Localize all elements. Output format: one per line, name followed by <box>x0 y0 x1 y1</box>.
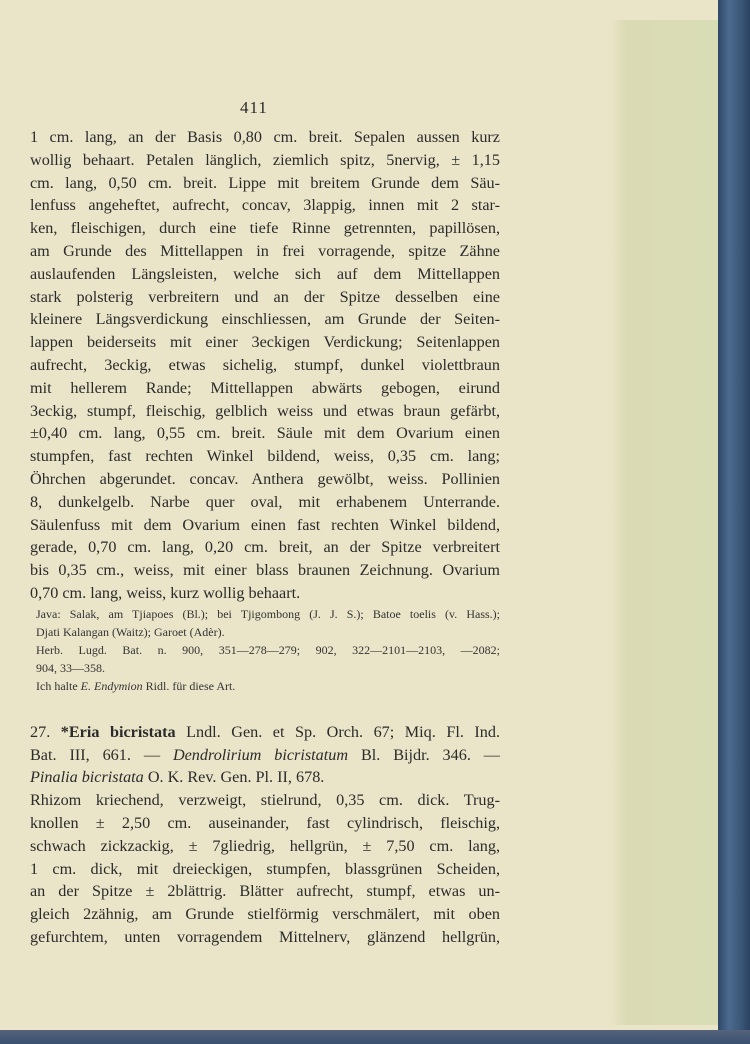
body-line: bis 0,35 cm., weiss, mit einer blass braunen Zeichnung. Ovarium <box>30 561 500 580</box>
body-line: Öhrchen abgerundet. concav. Anthera gewölbt, weiss. Pollinien <box>30 469 500 488</box>
identity-note-species: E. Endymion <box>80 678 143 693</box>
body-line: 3eckig, stumpf, fleischig, gelblich weiss und etwas braun gefärbt, <box>30 401 500 420</box>
locality-note: Java: Salak, am Tjiapoes (Bl.); bei Tjigombong (J. J. S.); Batoe toelis (v. Hass.); <box>36 606 500 621</box>
body-line: mit hellerem Rande; Mittellappen abwärts gebogen, eirund <box>30 378 500 397</box>
description-line: Rhizom kriechend, verzweigt, stielrund, 0,35 cm. dick. Trug- <box>30 791 500 810</box>
description-line: knollen ± 2,50 cm. auseinander, fast cylindrisch, fleischig, <box>30 813 500 832</box>
description-line: schwach zickzackig, ± 7gliedrig, hellgrün, ± 7,50 cm. lang, <box>30 836 500 855</box>
body-line: 0,70 cm. lang, weiss, kurz wollig behaart. <box>30 583 301 602</box>
body-line: ken, fleischigen, durch eine tiefe Rinne getrennten, papillösen, <box>30 219 500 238</box>
body-line: 8, dunkelgelb. Narbe quer oval, mit erhabenem Unterrande. <box>30 492 500 511</box>
body-line: gerade, 0,70 cm. lang, 0,20 cm. breit, an der Spitze verbreitert <box>30 538 500 557</box>
synonym-line <box>30 744 500 767</box>
identity-note-prefix: Ich halte <box>36 678 81 693</box>
body-line: 1 cm. lang, an der Basis 0,80 cm. breit. Sepalen aussen kurz <box>30 128 500 146</box>
book-cover-edge <box>718 0 750 1044</box>
identity-note <box>30 677 500 695</box>
locality-note: Djati Kalangan (Waitz); Garoet (Adèr). <box>36 624 225 639</box>
synonym-prefix: Bat. III, 661. — <box>30 745 173 764</box>
synonym-name: Pinalia bicristata <box>30 768 144 787</box>
body-line: lenfuss angeheftet, aufrecht, concav, 3lappig, innen mit 2 star- <box>30 196 500 215</box>
identity-note-suffix: Ridl. für diese Art. <box>142 678 236 693</box>
description-line: 1 cm. dick, mit dreieckigen, stumpfen, blassgrünen Scheiden, <box>30 859 500 878</box>
synonym-name: Dendrolirium bicristatum <box>172 745 349 764</box>
section-gap <box>30 695 500 721</box>
body-line: ±0,40 cm. lang, 0,55 cm. breit. Säule mit dem Ovarium einen <box>30 424 500 443</box>
synonym-citation: Bl. Bijdr. 346. — <box>348 745 500 764</box>
description-line: gefurchtem, unten vorragendem Mittelnerv, glänzend hellgrün, <box>30 927 500 946</box>
body-line: stumpfen, fast rechten Winkel bildend, weiss, 0,35 cm. lang; <box>30 447 500 466</box>
entry-heading <box>30 721 500 744</box>
synonym-citation: O. K. Rev. Gen. Pl. II, 678. <box>143 768 325 787</box>
herbarium-note: 904, 33—358. <box>36 660 105 675</box>
description-line: an der Spitze ± 2blättrig. Blätter aufrecht, stumpf, etwas un- <box>30 882 500 901</box>
body-line: am Grunde des Mittellappen in frei vorragende, spitze Zähne <box>30 241 500 260</box>
body-line: auslaufenden Längsleisten, welche sich auf dem Mittellappen <box>30 264 500 283</box>
body-line: Säulenfuss mit dem Ovarium einen fast rechten Winkel bildend, <box>30 515 500 534</box>
page-gutter <box>610 20 718 1025</box>
book-bottom-edge <box>0 1030 750 1044</box>
body-line: lappen beiderseits mit einer 3eckigen Verdickung; Seitenlappen <box>30 333 500 352</box>
species-name: *Eria bicristata <box>60 722 176 741</box>
page-text <box>30 126 500 949</box>
body-line: wollig behaart. Petalen länglich, ziemlich spitz, 5nervig, ± 1,15 <box>30 150 500 169</box>
page-number: 411 <box>240 98 268 117</box>
body-line: stark polsterig verbreitern und an der Spitze desselben eine <box>30 287 500 306</box>
herbarium-note: Herb. Lugd. Bat. n. 900, 351—278—279; 902, 322—2101—2103, —2082; <box>36 642 500 657</box>
body-line: cm. lang, 0,50 cm. breit. Lippe mit breitem Grunde dem Säu- <box>30 173 500 192</box>
body-line: kleinere Längsverdickung einschliessen, am Grunde der Seiten- <box>30 310 500 329</box>
entry-citation: Lndl. Gen. et Sp. Orch. 67; Miq. Fl. Ind. <box>175 722 501 741</box>
entry-number: 27. <box>30 722 61 741</box>
synonym-line <box>30 766 500 789</box>
body-line: aufrecht, 3eckig, etwas sichelig, stumpf, dunkel violettbraun <box>30 355 500 374</box>
description-line: gleich 2zähnig, am Grunde stielförmig verschmälert, mit oben <box>30 905 500 924</box>
